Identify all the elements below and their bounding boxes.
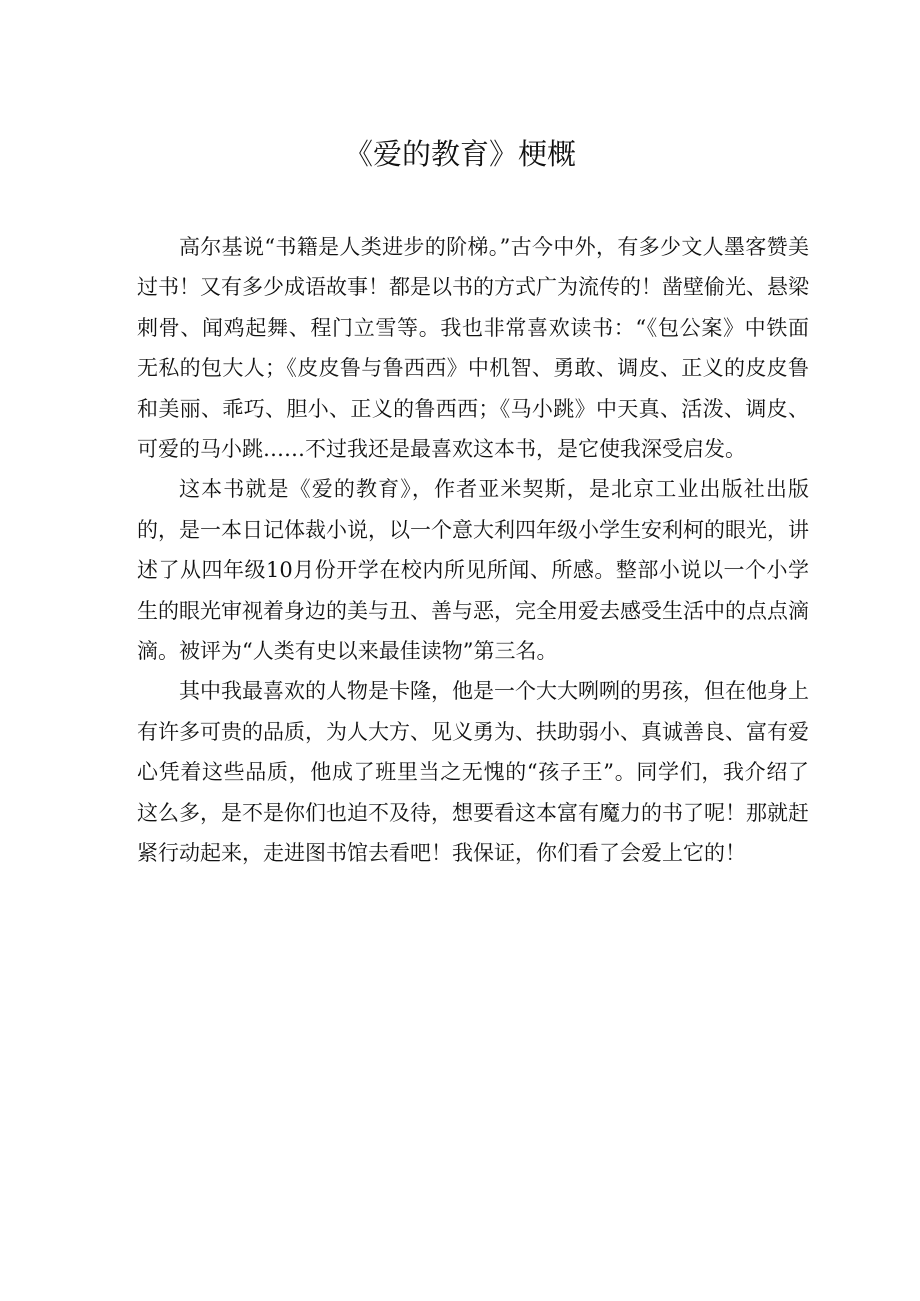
paragraph: 其中我最喜欢的人物是卡隆，他是一个大大咧咧的男孩，但在他身上有许多可贵的品质，为人大方、见义勇为、扶助弱小、真诚善良、富有爱心凭着这些品质，他成了班里当之无愧的“孩子王”。同学们，我介绍了这么多，是不是你们也迫不及待，想要看这本富有魔力的书了呢！那就赶紧行动起来，走进图书馆去看吧！我保证，你们看了会爱上它的！	[137, 679, 809, 866]
document-body	[137, 227, 809, 874]
document-title: 《爱的教育》梗概	[343, 137, 576, 171]
paragraph: 高尔基说“书籍是人类进步的阶梯。”古今中外，有多少文人墨客赞美过书！又有多少成语故事！都是以书的方式广为流传的！凿壁偷光、悬梁刺骨、闻鸡起舞、程门立雪等。我也非常喜欢读书：“《包公案》中铁面无私的包大人；《皮皮鲁与鲁西西》中机智、勇敢、调皮、正义的皮皮鲁和美丽、乖巧、胆小、正义的鲁西西；《马小跳》中天真、活泼、调皮、可爱的马小跳……不过我还是最喜欢这本书，是它使我深受启发。	[137, 235, 809, 462]
paragraph: 这本书就是《爱的教育》，作者亚米契斯，是北京工业出版社出版的，是一本日记体裁小说，以一个意大利四年级小学生安利柯的眼光，讲述了从四年级10月份开学在校内所见所闻、所感。整部小说以一个小学生的眼光审视着身边的美与丑、善与恶，完全用爱去感受生活中的点点滴滴。被评为“人类有史以来最佳读物”第三名。	[137, 477, 809, 664]
